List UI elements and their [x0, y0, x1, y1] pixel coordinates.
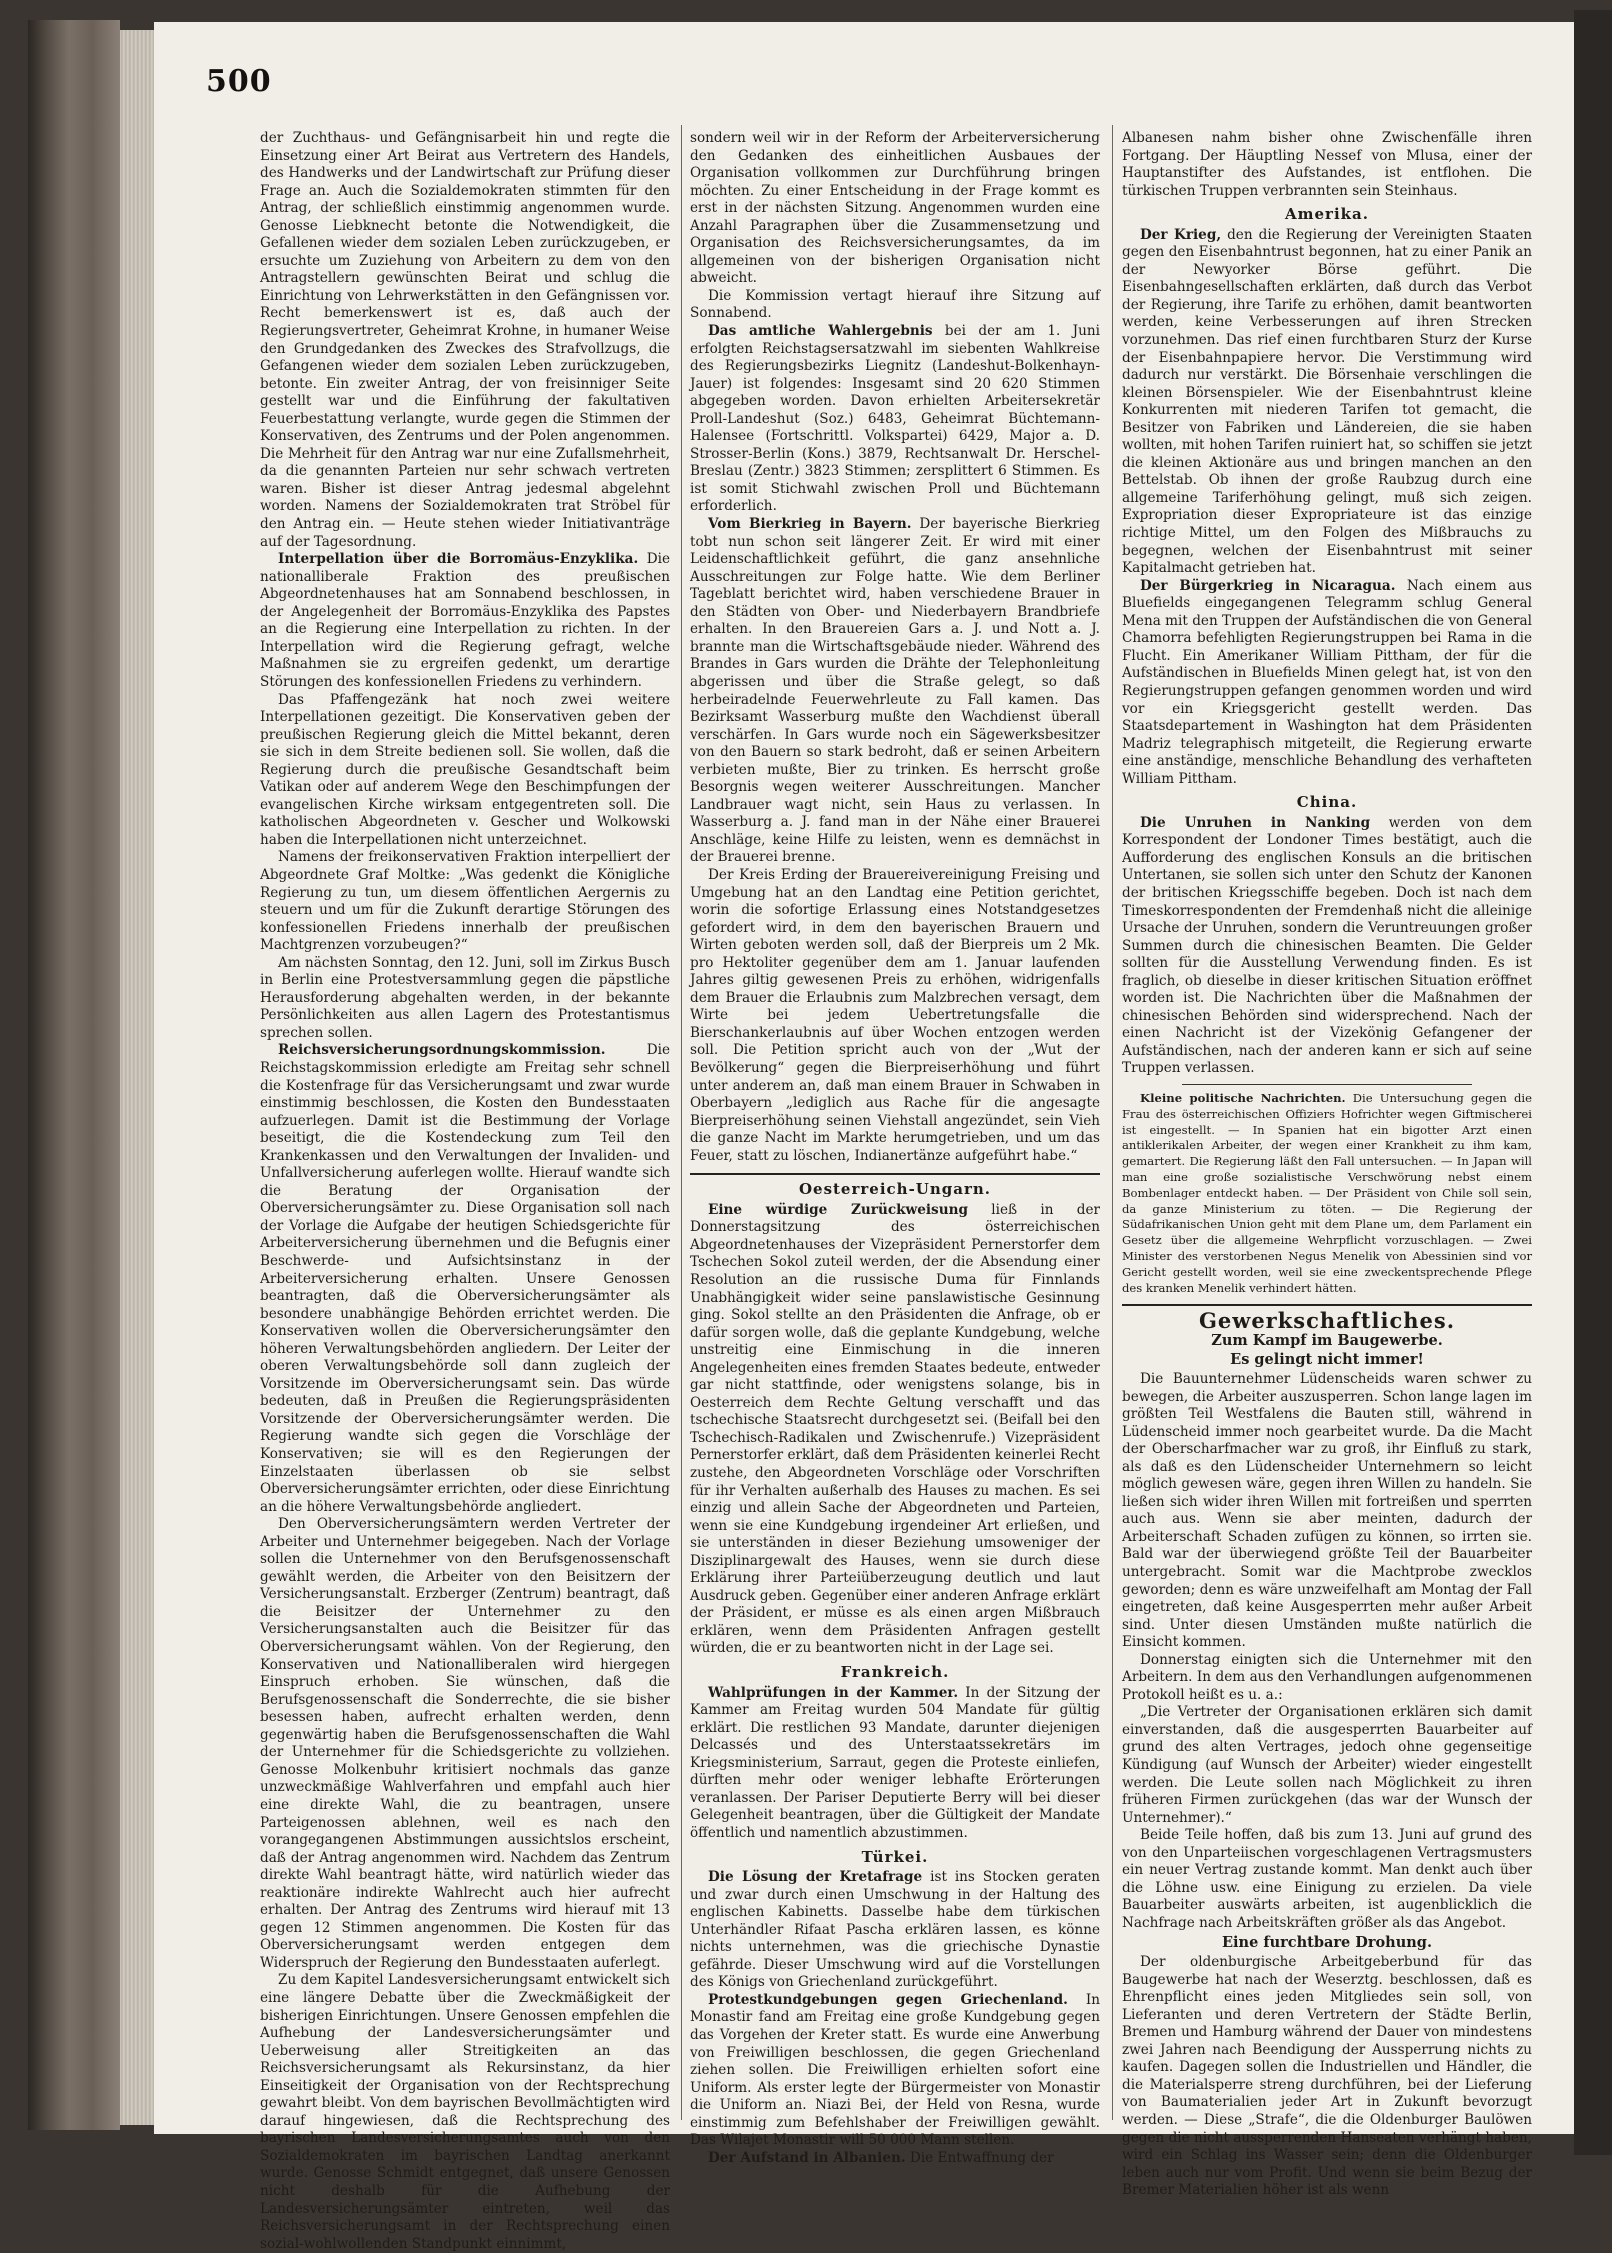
- paragraph: [690, 1869, 1100, 1992]
- article-heading: Reichsversicherungsordnungskommission.: [278, 1042, 606, 1059]
- section-heading: Frankreich.: [840, 1663, 950, 1682]
- paragraph: [690, 1202, 1100, 1658]
- article-heading: Das amtliche Wahlergebnis: [708, 323, 933, 340]
- scan-border: [1574, 10, 1612, 2155]
- article-subheading: Es gelingt nicht immer!: [1230, 1351, 1424, 1369]
- paragraph: Zu dem Kapitel Landesversicherungsamt entwickelt sich eine längere Debatte über die Zweckmäßigkeit der bisherigen Einrichtungen. Unsere Genossen empfehlen die Aufhebung der Landesversicherungsämter und Ueberweisung aller Streitigkeiten an das Reichsversicherungsamt als Rekursinstanz, da hier Einseitigkeit der Organisation von der Rechtsprechung gewahrt bleibt. Von dem bayrischen Bevollmächtigten wird darauf hingewiesen, daß die Rechtsprechung des bayrischen Landesversicherungsamtes auch von den Sozialdemokraten im bayrischen Landtag anerkannt wurde. Genosse Schmidt entgegnet, daß unsere Genossen nicht deshalb für die Aufhebung der Landesversicherungsämter eintreten, weil das Reichsversicherungsamt in der Rechtsprechung einen sozial-wohlwollenden Standpunkt einnimmt,: [260, 1972, 670, 2252]
- page-number: 500: [206, 64, 272, 99]
- section-heading: China.: [1296, 793, 1358, 812]
- paragraph: Der Kreis Erding der Brauereivereinigung Freising und Umgebung hat an den Landtag eine Petition gerichtet, worin die sofortige Erlassung eines Notstandgesetzes gefordert wird, in dem den bayerischen Brauern und Wirten geboten werden soll, daß der Bierpreis um 2 Mk. pro Hektoliter gegenüber dem am 1. Januar laufenden Jahres giltig gewesenen Preis zu erhöhen, widrigenfalls dem Brauer die Erlaubnis zum Malzbrechen versagt, dem Wirte bei jedem Uebertretungsfalle die Bierschankerlaubnis auf über Wochen entzogen werden soll. Die Petition spricht auch von der „Wut der Bevölkerung“ gegen die Bierpreiserhöhung und führt unter anderem an, daß man einem Brauer in Schwaben in Oberbayern „lediglich aus Rache für die angesagte Bierpreiserhöhung seinen Viehstall angezündet, sein Vieh die ganze Nacht im Markte herumgetrieben, und um das Feuer, statt zu löschen, Indianertänze aufgeführt habe.“: [690, 866, 1100, 1164]
- article-text: Die Untersuchung gegen die Frau des österreichischen Offiziers Hofrichter wegen Giftmischerei ist eingestellt. — In Spanien hat ein bigotter Arzt einen antiklerikalen Arbeiter, der wegen einer Krankheit zu ihm kam, gemartert. Die Regierung läßt den Fall untersuchen. — In Japan will man eine große sozialistische Verschwörung nebst einem Bombenlager entdeckt haben. — Der Präsident von Chile soll sein, da ganze Ministerium zu töten. — Die Regierung der Südafrikanischen Union geht mit dem Plane um, dem Parlament ein Gesetz über die allgemeine Wehrpflicht vorzuschlagen. — Zwei Minister des verstorbenen Negus Menelik von Abessinien sind vor Gericht gestellt worden, weil sie eine zweckentsprechende Pflege des kranken Menelik verhindert hätten.: [1122, 1090, 1532, 1295]
- column-3: [1122, 130, 1532, 2200]
- article-heading: Protestkundgebungen gegen Griechenland.: [708, 1991, 1068, 2008]
- book-spine: [28, 20, 120, 2130]
- article-heading: Die Lösung der Kretafrage: [708, 1869, 923, 1886]
- paragraph: Die Kommission vertagt hierauf ihre Sitzung auf Sonnabend.: [690, 287, 1100, 322]
- paragraph: „Die Vertreter der Organisationen erklären sich damit einverstanden, daß die ausgesperrten Bauarbeiter auf grund des alten Vertrages, jedoch ohne gegenseitige Kündigung (auf Wunsch der Arbeiter) wieder eingestellt werden. Die Leute sollen nach Möglichkeit zu ihren früheren Firmen zurückgehen (das war der Wunsch der Unternehmer).“: [1122, 1704, 1532, 1826]
- article-text: bei der am 1. Juni erfolgten Reichstagsersatzwahl im siebenten Wahlkreise des Regierungsbezirks Liegnitz (Landeshut-Bolkenhayn-Jauer) ist folgendes: Insgesamt sind 20 620 Stimmen abgegeben worden. Davon erhielten Arbeitersekretär Proll-Landeshut (Soz.) 6483, Geheimrat Büchtemann-Halensee (Fortschrittl. Volkspartei) 6429, Major a. D. Strosser-Berlin (Kons.) 3879, Rechtsanwalt Dr. Herschel-Breslau (Zentr.) 3823 Stimmen; zersplittert 6 Stimmen. Es ist somit Stichwahl zwischen Proll und Büchtemann erforderlich.: [690, 323, 1100, 515]
- paragraph: der Zuchthaus- und Gefängnisarbeit hin und regte die Einsetzung einer Art Beirat aus Vertretern des Handels, des Handwerks und der Landwirtschaft zur Prüfung dieser Frage an. Auch die Sozialdemokraten stimmten für den Antrag, der schließlich einstimmig angenommen wurde. Genosse Liebknecht betonte die Notwendigkeit, die Gefallenen wieder dem sozialen Leben zurückzugeben, er ersuchte um Zuziehung von Arbeitern zu dem von den Antragstellern gewünschten Beirat und schlug die Einrichtung von Lehrwerkstätten in den Gefängnissen vor. Recht bemerkenswert ist es, daß auch der Regierungsvertreter, Geheimrat Krohne, in humaner Weise den Grundgedanken des Zweckes des Strafvollzugs, die Gefangenen wieder dem sozialen Leben zurückzugeben, betonte. Ein zweiter Antrag, der von freisinniger Seite gestellt war und die Einführung der fakultativen Feuerbestattung verlangte, wurde gegen die Stimmen der Konservativen, des Zentrums und der Polen angenommen. Die Mehrheit für den Antrag war nur eine Zufallsmehrheit, da die genannten Parteien nur sehr schwach vertreten waren. Bisher ist dieser Antrag jedesmal abgelehnt worden. Namens der Sozialdemokraten trat Ströbel für den Antrag ein. — Heute stehen wieder Initiativanträge auf der Tagesordnung.: [260, 130, 670, 550]
- paragraph: [1122, 578, 1532, 789]
- paragraph: Den Oberversicherungsämtern werden Vertreter der Arbeiter und Unternehmer beigegeben. Nach der Vorlage sollen die Unternehmer von den Berufsgenossenschaft gewählt werden, die Arbeiter von den Beisitzern der Versicherungsanstalt. Erzberger (Zentrum) beantragt, daß die Beisitzer der Unternehmer zu den Versicherungsanstalten auch die Beisitzer für das Oberversicherungsamt wählen. Von der Regierung, den Konservativen und Nationalliberalen wird hiergegen Einspruch erhoben. Sie wünschen, daß die Berufsgenossenschaft die Sonderrechte, die sie bisher besessen haben, aufrecht erhalten werden, denn gegenwärtig haben die Berufsgenossenschaften die Wahl der Unternehmer für die Schiedsgerichte zu vollziehen. Genosse Molkenbuhr kritisiert nochmals das ganze unzweckmäßige Wahlverfahren und empfahl auch hier eine direkte Wahl, die zu beantragen, unsere Parteigenossen ablehnen, weil es nach den vorangegangenen Abstimmungen aussichtslos erscheint, daß der Antrag angenommen wird. Nachdem das Zentrum direkte Wahl beantragt hätte, wird natürlich wieder das reaktionäre indirekte Wahlrecht auch hier aufrecht erhalten. Der Antrag des Zentrums wird hierauf mit 13 gegen 12 Stimmen angenommen. Die Kosten für das Oberversicherungsamt werden entgegen dem Widerspruch der Regierung den Bundesstaaten auferlegt.: [260, 1516, 670, 1971]
- article-heading: Der Aufstand in Albanien.: [708, 2149, 906, 2166]
- article-text: Nach einem aus Bluefields eingegangenen Telegramm schlug General Mena mit den Truppen der Aufständischen die von General Chamorra befehligten Regierungstruppen bei Rama in die Flucht. Ein Amerikaner William Pittham, der für die Aufständischen in Bluefields Minen gelegt hat, ist von den Regierungstruppen gefangen genommen worden und wird vor ein Kriegsgericht gestellt werden. Das Staatsdepartement in Washington hat dem Präsidenten Madriz telegraphisch mitgeteilt, die Regierung erwarte eine anständige, menschliche Behandlung des verhafteten William Pittham.: [1122, 577, 1533, 787]
- paragraph: Die Bauunternehmer Lüdenscheids waren schwer zu bewegen, die Arbeiter auszusperren. Schon lange lagen im größten Teil Westfalens die Bauten still, während in Lüdenscheid immer noch gearbeitet wurde. Da die Macht der Oberscharfmacher war zu groß, ihr Einfluß zu stark, als daß es den Lüdenscheider Unternehmern so leicht möglich gewesen wäre, gegen ihren Willen zu handeln. Sie ließen sich wider ihren Willen mit fortreißen und sperrten auch aus. Wenn sie aber meinten, dadurch der Arbeiterschaft Schaden zufügen zu können, so irrten sie. Bald war der überwiegend größte Teil der Bauarbeiter untergebracht. Somit war die Machtprobe zwecklos geworden; denn es wäre unzweifelhaft am Montag der Fall eingetreten, daß keine Ausgesperrten mehr außer Arbeit sind. Unter diesen Umständen mußte natürlich die Einsicht kommen.: [1122, 1370, 1532, 1651]
- article-text: ist ins Stocken geraten und zwar durch einen Umschwung in der Haltung des englischen Kabinetts. Dasselbe habe dem türkischen Unterhändler Rifaat Pascha erklären lassen, es könne nichts unternehmen, was die griechische Dynastie gefährde. Dieser Umschwung wird auf die Vorstellungen des Königs von Griechenland zurückgeführt.: [690, 1869, 1100, 1991]
- section-heading: Oesterreich-Ungarn.: [798, 1180, 992, 1199]
- article-heading: Zum Kampf im Baugewerbe.: [1211, 1331, 1443, 1349]
- section-heading: Türkei.: [861, 1847, 929, 1866]
- paragraph: [690, 323, 1100, 516]
- paragraph: Albanesen nahm bisher ohne Zwischenfälle ihren Fortgang. Der Häuptling Nessef von Mlusa, einer der Hauptanstifter des Aufstandes, ist entflohen. Die türkischen Truppen verbrannten sein Steinhaus.: [1122, 130, 1532, 199]
- column-divider: [681, 125, 682, 2120]
- paragraph: [690, 516, 1100, 867]
- article-text: Die nationalliberale Fraktion des preußischen Abgeordnetenhauses hat am Sonnabend beschlossen, in der Angelegenheit der Borromäus-Enzyklika des Papstes an die Regierung eine Interpellation zu richten. In der Interpellation wird die Regierung gefragt, welche Maßnahmen sie zu ergreifen gedenkt, um derartige Störungen des konfessionellen Friedens zu verhindern.: [260, 551, 670, 690]
- article-heading: Der Krieg,: [1140, 226, 1222, 243]
- paragraph: [690, 1992, 1100, 2150]
- article-heading: Die Unruhen in Nanking: [1140, 814, 1371, 831]
- article-heading: Wahlprüfungen in der Kammer.: [708, 1684, 959, 1701]
- section-rule: [690, 1173, 1100, 1175]
- paragraph: [690, 1685, 1100, 1843]
- section-heading: Gewerkschaftliches.: [1198, 1308, 1456, 1334]
- article-text: den die Regierung der Vereinigten Staaten gegen den Eisenbahntrust begonnen, hat zu einer Panik an der Newyorker Börse geführt. Die Eisenbahngesellschaften erklärten, daß durch das Verbot der Regierung, ihre Tarife zu erhöhen, damit beantworten werden, keine Verbesserungen auf ihren Strecken vorzunehmen. Das rief einen furchtbaren Sturz der Kurse der Eisenbahnpapiere hervor. Die Verstimmung wird dadurch nur verstärkt. Die Börsenhaie verschlingen die kleinen Börsenspieler. Wie der Eisenbahntrust kleine Konkurrenten mit niederen Tarifen tot gemacht, die Besitzer von Fabriken und Ländereien, die sie haben wollten, mit hohen Tarifen ruiniert hat, so schiffen sie jetzt die kleinen Aktionäre aus und bringen manchen an den Bettelstab. Ob ihnen der große Raubzug durch eine allgemeine Tariferhöhung gelingt, muß sich zeigen. Expropriation dieser Expropriateure ist das einzige richtige Mittel, um den Folgen des Mißbrauchs zu begegnen, welchen der Eisenbahntrust mit seiner Kapitalmacht getrieben hat.: [1122, 226, 1533, 577]
- article-heading: Eine würdige Zurückweisung: [708, 1201, 968, 1218]
- article-heading: Der Bürgerkrieg in Nicaragua.: [1140, 577, 1396, 594]
- column-1: [260, 130, 670, 2253]
- paragraph: Namens der freikonservativen Fraktion interpelliert der Abgeordnete Graf Moltke: „Was gedenkt die Königliche Regierung zu tun, um diesem öffentlichen Aergernis zu steuern und um für die Zukunft derartige Störungen des konfessionellen Friedens innerhalb der preußischen Machtgrenzen vorzubeugen?“: [260, 849, 670, 954]
- column-divider: [1112, 125, 1113, 2120]
- article-text: werden von dem Korrespondent der Londoner Times bestätigt, auch die Aufforderung des englischen Konsuls an die britischen Untertanen, sie sollen sich unter den Schutz der Kanonen der britischen Kriegsschiffe begeben. Doch ist nach dem Timeskorrespondenten der Fremdenhaß nicht die alleinige Ursache der Unruhen, sondern die Veruntreuungen großer Summen durch die chinesischen Beamten. Die Gelder sollten für die Ausstellung Verwendung finden. Es ist fraglich, ob dieselbe in dieser kritischen Situation eröffnet worden ist. Die Nachrichten über die Maßnahmen der chinesischen Behörden sind widersprechend. Nach der einen Nachricht ist der Vizekönig Gefangener der Aufständischen, nach der anderen kann er sich auf seine Truppen verlassen.: [1122, 814, 1533, 1077]
- paragraph: Donnerstag einigten sich die Unternehmer mit den Arbeitern. In dem aus den Verhandlungen aufgenommenen Protokoll heißt es u. a.:: [1122, 1651, 1532, 1703]
- paragraph: Das Pfaffengezänk hat noch zwei weitere Interpellationen gezeitigt. Die Konservativen geben der preußischen Regierung gleich die Mittel bekannt, deren sie sich in dem Streite bedienen soll. Sie wollen, daß die Regierung durch die preußische Gesandtschaft beim Vatikan oder auf anderem Wege den Beschimpfungen der evangelischen Kirche wirksam entgegentreten soll. Die katholischen Abgeordneten v. Gescher und Wolkowski haben die Interpellationen nicht unterzeichnet.: [260, 691, 670, 848]
- article-heading: Vom Bierkrieg in Bayern.: [708, 516, 912, 533]
- paragraph: [1122, 815, 1532, 1078]
- divider: [1182, 1084, 1472, 1085]
- article-text: ließ in der Donnerstagsitzung des österreichischen Abgeordnetenhauses der Vizepräsident Pernerstorfer dem Tschechen Sokol zuteil werden, der die Absendung einer Resolution an die russische Duma für Finnlands Unabhängigkeit wider seine panslawistische Gesinnung ging. Sokol stellte an den Präsidenten die Anfrage, ob er dafür sorgen wolle, daß die geplante Kundgebung, welche unstreitig eine Einmischung in die inneren Angelegenheiten eines fremden Staates bedeute, entweder gar nicht stattfinde, oder wenigstens solange, bis in Oesterreich dem Rechte Geltung verschafft und das tschechische Staatsrecht durchgesetzt sei. (Beifall bei den Tschechisch-Radikalen und Zwischenrufe.) Vizepräsident Pernerstorfer erklärt, daß dem Präsidenten keinerlei Recht zustehe, den Abgeordneten Vorschläge oder Vorschriften für ihr Verhalten außerhalb des Hauses zu machen. Es sei einzig und allein Sache der Abgeordneten und Parteien, wenn sie eine Kundgebung irgendeiner Art erließen, und sie unterständen in dieser Beziehung umsoweniger der Disziplinargewalt des Hauses, wenn sie durch diese Erklärung ihrer Parteiüberzeugung deutlich und laut Ausdruck geben. Gegenüber einer anderen Anfrage erklärt der Präsident, er müsse es als einen argen Mißbrauch erklären, wenn dem Präsidenten Anfragen gestellt würden, die er zu beantworten nicht in der Lage sei.: [690, 1201, 1100, 1657]
- article-text: In Monastir fand am Freitag eine große Kundgebung gegen das Vorgehen der Kreter statt. Es wurde eine Anwerbung von Freiwilligen beschlossen, die gegen Griechenland ziehen sollen. Die Freiwilligen erhielten sofort eine Uniform. Als erster legte der Bürgermeister von Monastir die Uniform an. Niazi Bei, der Held von Resna, wurde einstimmig zum Befehlshaber der Freiwilligen gewählt. Das Wilajet Monastir will 50 000 Mann stellen.: [690, 1991, 1100, 2149]
- page-edges: [120, 30, 154, 2125]
- paragraph: Am nächsten Sonntag, den 12. Juni, soll im Zirkus Busch in Berlin eine Protestversammlung gegen die päpstliche Herausforderung abgehalten werden, in der bekannte Persönlichkeiten aus allen Lagern des Protestantismus sprechen sollen.: [260, 954, 670, 1041]
- paragraph: sondern weil wir in der Reform der Arbeiterversicherung den Gedanken des einheitlichen Ausbaues der Organisation vollkommen zur Durchführung bringen möchten. Zu einer Entscheidung in der Frage kommt es erst in der nächsten Sitzung. Angenommen wurden eine Anzahl Paragraphen über die Zusammensetzung und Organisation des Reichsversicherungsamtes, da im allgemeinen von der bisherigen Organisation nicht abweicht.: [690, 130, 1100, 287]
- article-heading: Kleine politische Nachrichten.: [1140, 1090, 1346, 1105]
- paragraph: [1122, 1091, 1532, 1296]
- paragraph: [260, 1042, 670, 1516]
- article-text: Der bayerische Bierkrieg tobt nun schon seit längerer Zeit. Er wird mit einer Leidenschaftlichkeit geführt, die ganz ansehnliche Ausschreitungen zur Folge hatte. Wie dem Berliner Tageblatt berichtet wird, haben verschiedene Brauer in den Städten von Ober- und Niederbayern Brandbriefe erhalten. In den Brauereien Gars a. J. und Nott a. J. brannte man die Wirtschaftsgebäude nieder. Während des Brandes in Gars wurden die Drähte der Telephonleitung abgerissen und über die Straße gelegt, so daß herbeiradelnde Feuerwehrleute zu Fall kamen. Das Bezirksamt Wasserburg mußte den Wachdienst überall verschärfen. In Gars wurde noch ein Sägewerksbesitzer von den Bauern so stark bedroht, daß er seinen Arbeitern verbieten mußte, Bier zu trinken. Es herrscht große Besorgnis wegen weiterer Ausschreitungen. Mancher Landbrauer wagt nicht, sein Haus zu verlassen. In Wasserburg a. J. fand man in der Nähe einer Brauerei Anschläge, keine Hilfe zu leisten, wenn es demnächst in der Brauerei brenne.: [690, 516, 1100, 866]
- paragraph: [260, 551, 670, 691]
- article-text: In der Sitzung der Kammer am Freitag wurden 504 Mandate für gültig erklärt. Die restlichen 93 Mandate, darunter diejenigen Delcassés und des Unterstaatssekretärs im Kriegsministerium, Sarraut, gegen die Proteste einliefen, dürften mehr oder weniger lebhafte Erörterungen veranlassen. Der Pariser Deputierte Berry will bei dieser Gelegenheit beantragen, über die Gültigkeit der Mandate öffentlich und namentlich abzustimmen.: [690, 1684, 1100, 1841]
- section-rule: [1122, 1304, 1532, 1306]
- article-text: Die Reichstagskommission erledigte am Freitag sehr schnell die Kostenfrage für das Versicherungsamt und zwar wurde einstimmig beschlossen, die Kosten den Bundesstaaten aufzuerlegen. Damit ist die Bestimmung der Vorlage beseitigt, die die Kostendeckung zum Teil den Krankenkassen und den Verwaltungen der Invaliden- und Unfallversicherung auferlegen wollte. Hierauf wandte sich die Beratung der Organisation der Oberversicherungsämter zu. Diese Organisation soll nach der Vorlage die Aufgabe der heutigen Schiedsgerichte für Arbeiterversicherung übernehmen und die Befugnis einer Beschwerde- und Aufsichtsinstanz in der Arbeiterversicherung erhalten. Unsere Genossen beantragten, daß die Oberversicherungsämter als besondere unabhängige Behörden errichtet werden. Die Konservativen wollen die Oberversicherungsämter den höheren Verwaltungsbehörden angliedern. Der Leiter der oberen Verwaltungsbehörde soll dann zugleich der Vorsitzende im Oberversicherungsamt sein. Das würde bedeuten, daß in Preußen die Regierungspräsidenten Vorsitzende der Oberversicherungsämter werden. Die Regierung wandte sich gegen die Vorschläge der Konservativen; sie will es den Regierungen der Einzelstaaten überlassen ob sie selbst Oberversicherungsämter errichten, oder diese Einrichtung an die höhere Verwaltungsbehörde angliedert.: [260, 1042, 670, 1515]
- paragraph: Beide Teile hoffen, daß bis zum 13. Juni auf grund des von den Unparteiischen vorgeschlagenen Vertragsmusters ein neuer Vertrag zustande kommt. Man denkt auch über die Löhne usw. eine Einigung zu erzielen. Da viele Bauarbeiter auswärts arbeiten, ist augenblicklich die Nachfrage nach Arbeitskräften größer als das Angebot.: [1122, 1827, 1532, 1931]
- section-heading: Amerika.: [1285, 205, 1369, 224]
- article-heading: Eine furchtbare Drohung.: [1221, 1934, 1432, 1952]
- paragraph: [690, 2150, 1100, 2168]
- article-text: Die Entwaffnung der: [905, 2149, 1054, 2166]
- paragraph: Der oldenburgische Arbeitgeberbund für das Baugewerbe hat nach der Weserztg. beschlossen, daß es Ehrenpflicht eines jeden Mitgliedes sein soll, von Lieferanten und deren Vertretern der Städte Berlin, Bremen und Hamburg während der Dauer von mindestens zwei Jahren nach Beendigung der Aussperrung nichts zu kaufen. Dagegen sollen die Industriellen und Händler, die die Materialsperre streng durchführen, bei der Lieferung von Baumaterialien jeder Art in Zukunft bevorzugt werden. — Diese „Strafe“, die die Oldenburger Baulöwen gegen die nicht aussperrenden Hanseaten verhängt haben, wird ein Schlag ins Wasser sein; denn die Oldenburger leben auch nur vom Profit. Und wenn sie beim Bezug der Bremer Materialien höher ist als wenn: [1122, 1954, 1532, 2199]
- paragraph: [1122, 227, 1532, 578]
- article-heading: Interpellation über die Borromäus-Enzyklika.: [278, 551, 639, 568]
- column-2: [690, 130, 1100, 2167]
